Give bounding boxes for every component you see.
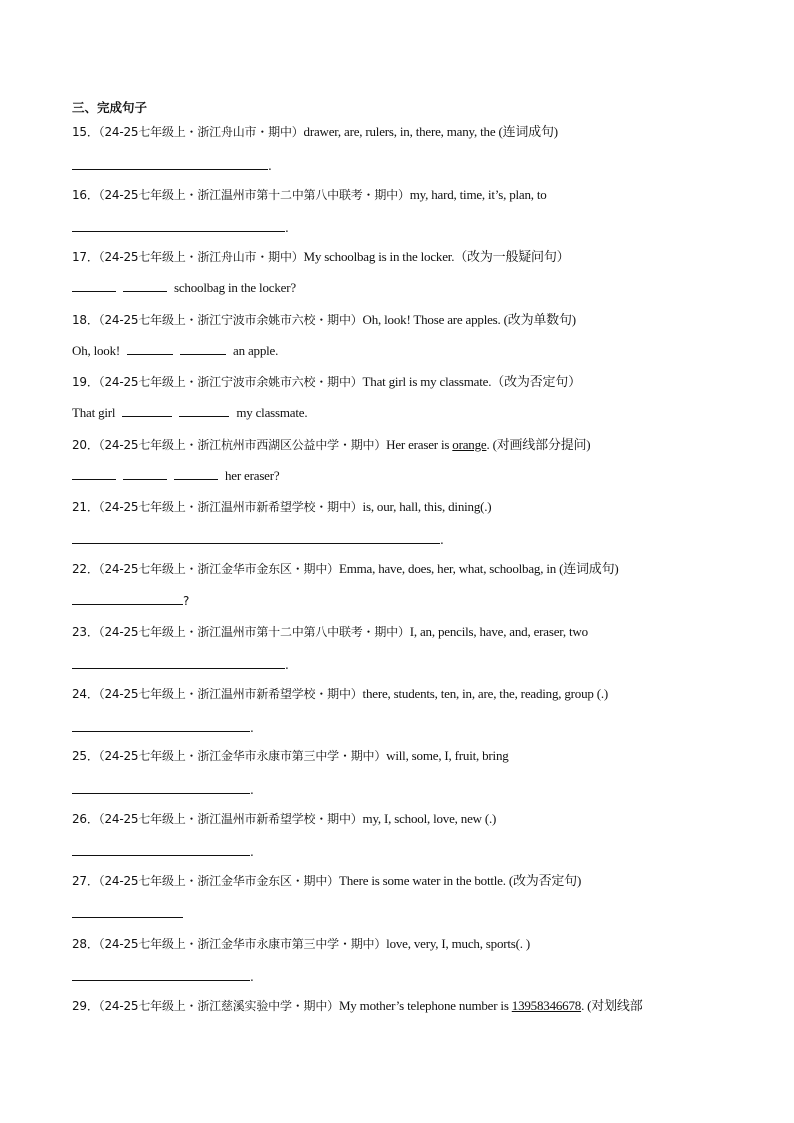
question-prompt: is, our, hall, this, dining(.): [362, 499, 492, 514]
question-prompt: drawer, are, rulers, in, there, many, the (连词成句): [303, 124, 558, 139]
answer-line-20[interactable]: [72, 468, 279, 484]
question-29: [72, 998, 643, 1014]
answer-end-punct: .: [285, 658, 289, 672]
question-number: 15．: [72, 125, 99, 139]
question-prompt: love, very, I, much, sports(. ): [386, 936, 531, 951]
question-source: （24-25七年级上・浙江温州市第十二中第八中联考・期中）: [98, 188, 410, 202]
answer-text: schoolbag in the locker?: [174, 280, 296, 295]
question-prompt: there, students, ten, in, are, the, reading, group (.): [362, 686, 609, 701]
answer-line-17[interactable]: [72, 280, 296, 296]
question-prompt: That girl is my classmate.（改为否定句）: [362, 374, 581, 389]
question-17: [72, 249, 569, 265]
question-source: （24-25七年级上・浙江温州市新希望学校・期中）: [98, 812, 363, 826]
question-source: （24-25七年级上・浙江宁波市余姚市六校・期中）: [98, 375, 363, 389]
answer-prefix: Oh, look!: [72, 343, 121, 358]
question-prompt: I, an, pencils, have, and, eraser, two: [409, 624, 588, 639]
question-source: （24-25七年级上・浙江杭州市西湖区公益中学・期中）: [98, 438, 387, 452]
question-24: [72, 686, 608, 702]
underlined-word: orange: [452, 437, 487, 452]
underlined-number: 13958346678: [511, 998, 582, 1013]
answer-blank[interactable]: [72, 220, 285, 232]
question-source: （24-25七年级上・浙江金华市永康市第三中学・期中）: [98, 937, 387, 951]
answer-text: an apple.: [233, 343, 279, 358]
question-21: [72, 499, 491, 515]
question-number: 24．: [72, 687, 99, 701]
answer-blank[interactable]: [72, 468, 116, 480]
question-number: 26．: [72, 812, 99, 826]
question-source: （24-25七年级上・浙江宁波市余姚市六校・期中）: [98, 313, 363, 327]
answer-line-23[interactable]: [72, 657, 289, 673]
answer-blank[interactable]: [72, 906, 183, 918]
answer-blank[interactable]: [72, 280, 116, 292]
answer-line-27[interactable]: [72, 906, 183, 922]
answer-blank[interactable]: [179, 405, 229, 417]
section-title: 三、完成句子: [72, 100, 148, 115]
answer-line-25[interactable]: [72, 782, 254, 798]
answer-blank[interactable]: [180, 343, 226, 355]
answer-line-19[interactable]: [72, 405, 307, 421]
question-source: （24-25七年级上・浙江金华市金东区・期中）: [98, 562, 339, 576]
answer-end-punct: .: [250, 721, 254, 735]
answer-line-22[interactable]: [72, 593, 189, 609]
question-number: 17．: [72, 250, 99, 264]
question-19: [72, 374, 581, 390]
question-22: [72, 561, 619, 577]
answer-text: her eraser?: [225, 468, 280, 483]
question-source: （24-25七年级上・浙江金华市金东区・期中）: [98, 874, 339, 888]
question-number: 16．: [72, 188, 99, 202]
question-number: 23．: [72, 625, 99, 639]
answer-end-punct: ?: [183, 594, 190, 608]
question-prompt: my, I, school, love, new (.): [362, 811, 497, 826]
question-prompt-before: My mother’s telephone number is: [338, 998, 512, 1013]
answer-blank[interactable]: [72, 782, 250, 794]
question-number: 22．: [72, 562, 99, 576]
answer-blank[interactable]: [123, 468, 167, 480]
question-16: [72, 187, 547, 203]
question-15: [72, 124, 558, 140]
question-20: [72, 437, 590, 453]
question-prompt: Oh, look! Those are apples. (改为单数句): [362, 312, 576, 327]
question-prompt: will, some, I, fruit, bring: [386, 748, 509, 763]
answer-blank[interactable]: [72, 720, 250, 732]
question-prompt-after: . (对画线部分提问): [486, 437, 591, 452]
question-source: （24-25七年级上・浙江温州市第十二中第八中联考・期中）: [98, 625, 410, 639]
question-18: [72, 312, 576, 328]
question-number: 19．: [72, 375, 99, 389]
question-source: （24-25七年级上・浙江温州市新希望学校・期中）: [98, 687, 363, 701]
answer-end-punct: .: [250, 845, 254, 859]
answer-blank[interactable]: [72, 158, 268, 170]
answer-blank[interactable]: [72, 969, 250, 981]
answer-end-punct: .: [250, 783, 254, 797]
answer-blank[interactable]: [72, 657, 285, 669]
question-26: [72, 811, 496, 827]
answer-blank[interactable]: [72, 844, 250, 856]
question-source: （24-25七年级上・浙江金华市永康市第三中学・期中）: [98, 749, 387, 763]
answer-line-15[interactable]: [72, 158, 272, 174]
question-28: [72, 936, 530, 952]
answer-blank[interactable]: [123, 280, 167, 292]
question-prompt-after: . (对划线部: [581, 998, 643, 1013]
answer-end-punct: .: [268, 159, 272, 173]
question-number: 27．: [72, 874, 99, 888]
answer-blank[interactable]: [127, 343, 173, 355]
answer-end-punct: .: [440, 533, 444, 547]
answer-end-punct: .: [285, 221, 289, 235]
question-23: [72, 624, 588, 640]
question-source: （24-25七年级上・浙江舟山市・期中）: [98, 125, 304, 139]
answer-prefix: That girl: [72, 405, 116, 420]
answer-blank[interactable]: [174, 468, 218, 480]
answer-blank[interactable]: [72, 532, 440, 544]
answer-line-28[interactable]: [72, 969, 254, 985]
answer-text: my classmate.: [236, 405, 308, 420]
question-number: 25．: [72, 749, 99, 763]
question-27: [72, 873, 581, 889]
question-source: （24-25七年级上・浙江舟山市・期中）: [98, 250, 304, 264]
answer-line-21[interactable]: [72, 532, 444, 548]
question-number: 18．: [72, 313, 99, 327]
answer-line-16[interactable]: [72, 220, 289, 236]
question-number: 20．: [72, 438, 99, 452]
question-prompt: My schoolbag is in the locker.（改为一般疑问句）: [303, 249, 570, 264]
answer-end-punct: .: [250, 970, 254, 984]
question-source: （24-25七年级上・浙江温州市新希望学校・期中）: [98, 500, 363, 514]
question-number: 29．: [72, 999, 99, 1013]
answer-line-24[interactable]: [72, 720, 254, 736]
answer-line-18[interactable]: [72, 343, 278, 359]
question-prompt: my, hard, time, it’s, plan, to: [409, 187, 547, 202]
answer-blank[interactable]: [72, 593, 183, 605]
question-prompt: There is some water in the bottle. (改为否定句): [338, 873, 582, 888]
question-source: （24-25七年级上・浙江慈溪实验中学・期中）: [98, 999, 339, 1013]
question-25: [72, 748, 509, 764]
question-prompt-before: Her eraser is: [386, 437, 453, 452]
answer-line-26[interactable]: [72, 844, 254, 860]
question-number: 21．: [72, 500, 99, 514]
answer-blank[interactable]: [122, 405, 172, 417]
question-prompt: Emma, have, does, her, what, schoolbag, in (连词成句): [338, 561, 619, 576]
question-number: 28．: [72, 937, 99, 951]
